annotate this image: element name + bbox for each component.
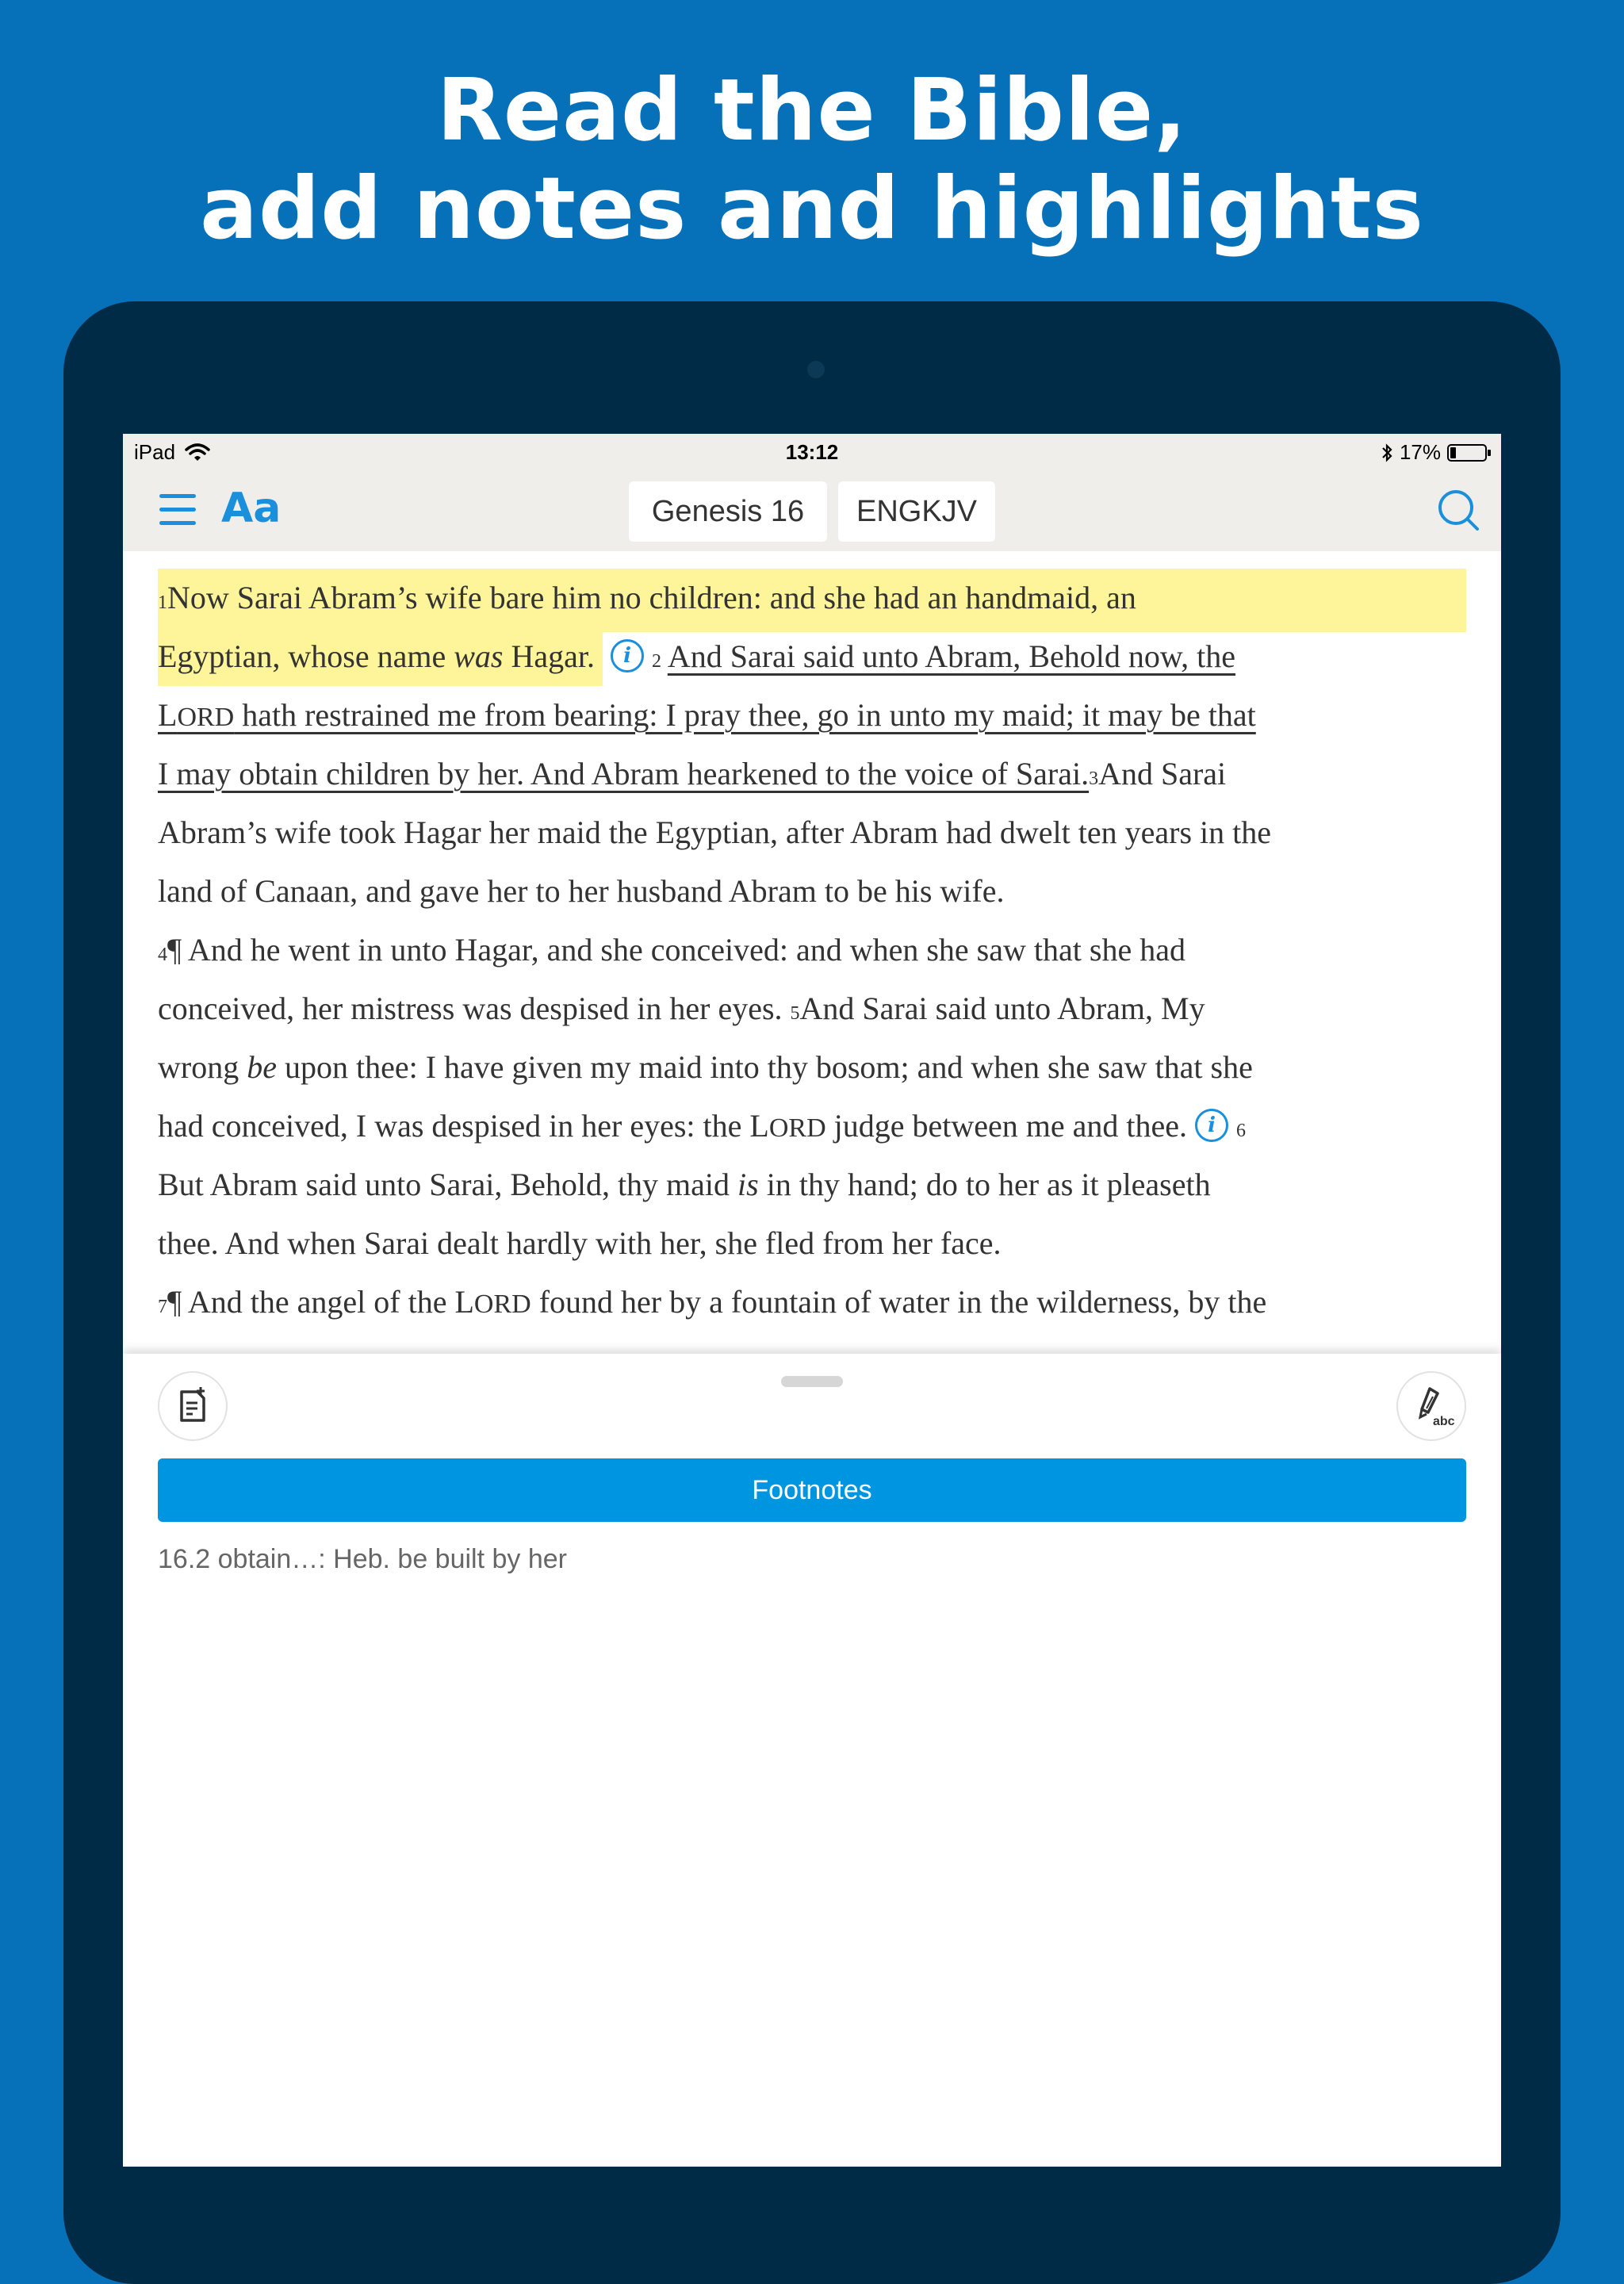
status-bar [123, 434, 1501, 470]
font-settings-icon[interactable]: Aa [221, 485, 282, 532]
drag-handle[interactable] [781, 1376, 843, 1387]
highlighter-icon [1398, 1373, 1465, 1439]
verse-number[interactable]: 5 [790, 1003, 800, 1024]
highlight-button[interactable] [1396, 1371, 1466, 1441]
svg-text:abc: abc [1433, 1415, 1455, 1428]
headline [0, 62, 1624, 259]
footnote-item[interactable]: 16.2 obtain…: Heb. be built by her [158, 1544, 567, 1574]
text-line: 4¶ And he went in unto Hagar, and she conceived: and when she saw that she had [158, 932, 1185, 968]
text-line: But Abram said unto Sarai, Behold, thy maid is in thy hand; do to her as it pleaseth [158, 1167, 1211, 1202]
verse-number[interactable]: 7 [158, 1297, 167, 1317]
info-icon[interactable]: i [611, 639, 644, 673]
battery-percent: 17% [1399, 440, 1441, 464]
search-icon[interactable] [1434, 486, 1482, 534]
text-line: Egyptian, whose name was Hagar. i 2 And Sarai said unto Abram, Behold now, the [158, 627, 1235, 691]
text-line: LORD hath restrained me from bearing: I pray thee, go in unto my maid; it may be that [158, 697, 1256, 733]
text-line: land of Canaan, and gave her to her husband Abram to be his wife. [158, 873, 1005, 909]
text-line: 1Now Sarai Abram’s wife bare him no children: and she had an handmaid, an [158, 569, 1466, 632]
verse-number[interactable]: 2 [652, 651, 662, 672]
text-line: conceived, her mistress was despised in her eyes. 5And Sarai said unto Abram, My [158, 991, 1205, 1026]
verse-number[interactable]: 4 [158, 945, 167, 965]
headline-line-2: add notes and highlights [200, 159, 1424, 259]
book-chapter-button[interactable]: Genesis 16 [629, 481, 827, 542]
app-screen [123, 434, 1501, 2167]
text-line: 7¶ And the angel of the LORD found her by a fountain of water in the wilderness, by the [158, 1284, 1267, 1320]
toolbar [123, 470, 1501, 551]
text-line: had conceived, I was despised in her eyes: the LORD judge between me and thee. i 6 [158, 1108, 1247, 1144]
version-button[interactable]: ENGKJV [838, 481, 995, 542]
verse-number[interactable]: 6 [1236, 1121, 1247, 1141]
verse-number[interactable]: 1 [158, 592, 167, 613]
battery-icon [1447, 444, 1487, 462]
headline-line-1: Read the Bible, [436, 61, 1188, 160]
text-line: Abram’s wife took Hagar her maid the Egyptian, after Abram had dwelt ten years in the [158, 814, 1271, 850]
status-time: 13:12 [785, 440, 839, 464]
bluetooth-icon [1381, 443, 1393, 463]
battery-level [1450, 447, 1456, 458]
verse-number[interactable]: 3 [1089, 768, 1099, 789]
note-icon [159, 1373, 226, 1439]
hamburger-icon[interactable] [159, 494, 196, 526]
tab-footnotes[interactable]: Footnotes [158, 1458, 1466, 1522]
text-line: thee. And when Sarai dealt hardly with her, she fled from her face. [158, 1225, 1002, 1261]
camera-icon [807, 361, 825, 378]
add-note-button[interactable] [158, 1371, 228, 1441]
device-label: iPad [134, 440, 176, 464]
text-line: I may obtain children by her. And Abram hearkened to the voice of Sarai.3And Sarai [158, 756, 1227, 791]
bottom-panel [123, 1354, 1501, 2167]
text-line: wrong be upon thee: I have given my maid into thy bosom; and when she saw that she [158, 1049, 1253, 1085]
info-icon[interactable]: i [1195, 1109, 1228, 1142]
